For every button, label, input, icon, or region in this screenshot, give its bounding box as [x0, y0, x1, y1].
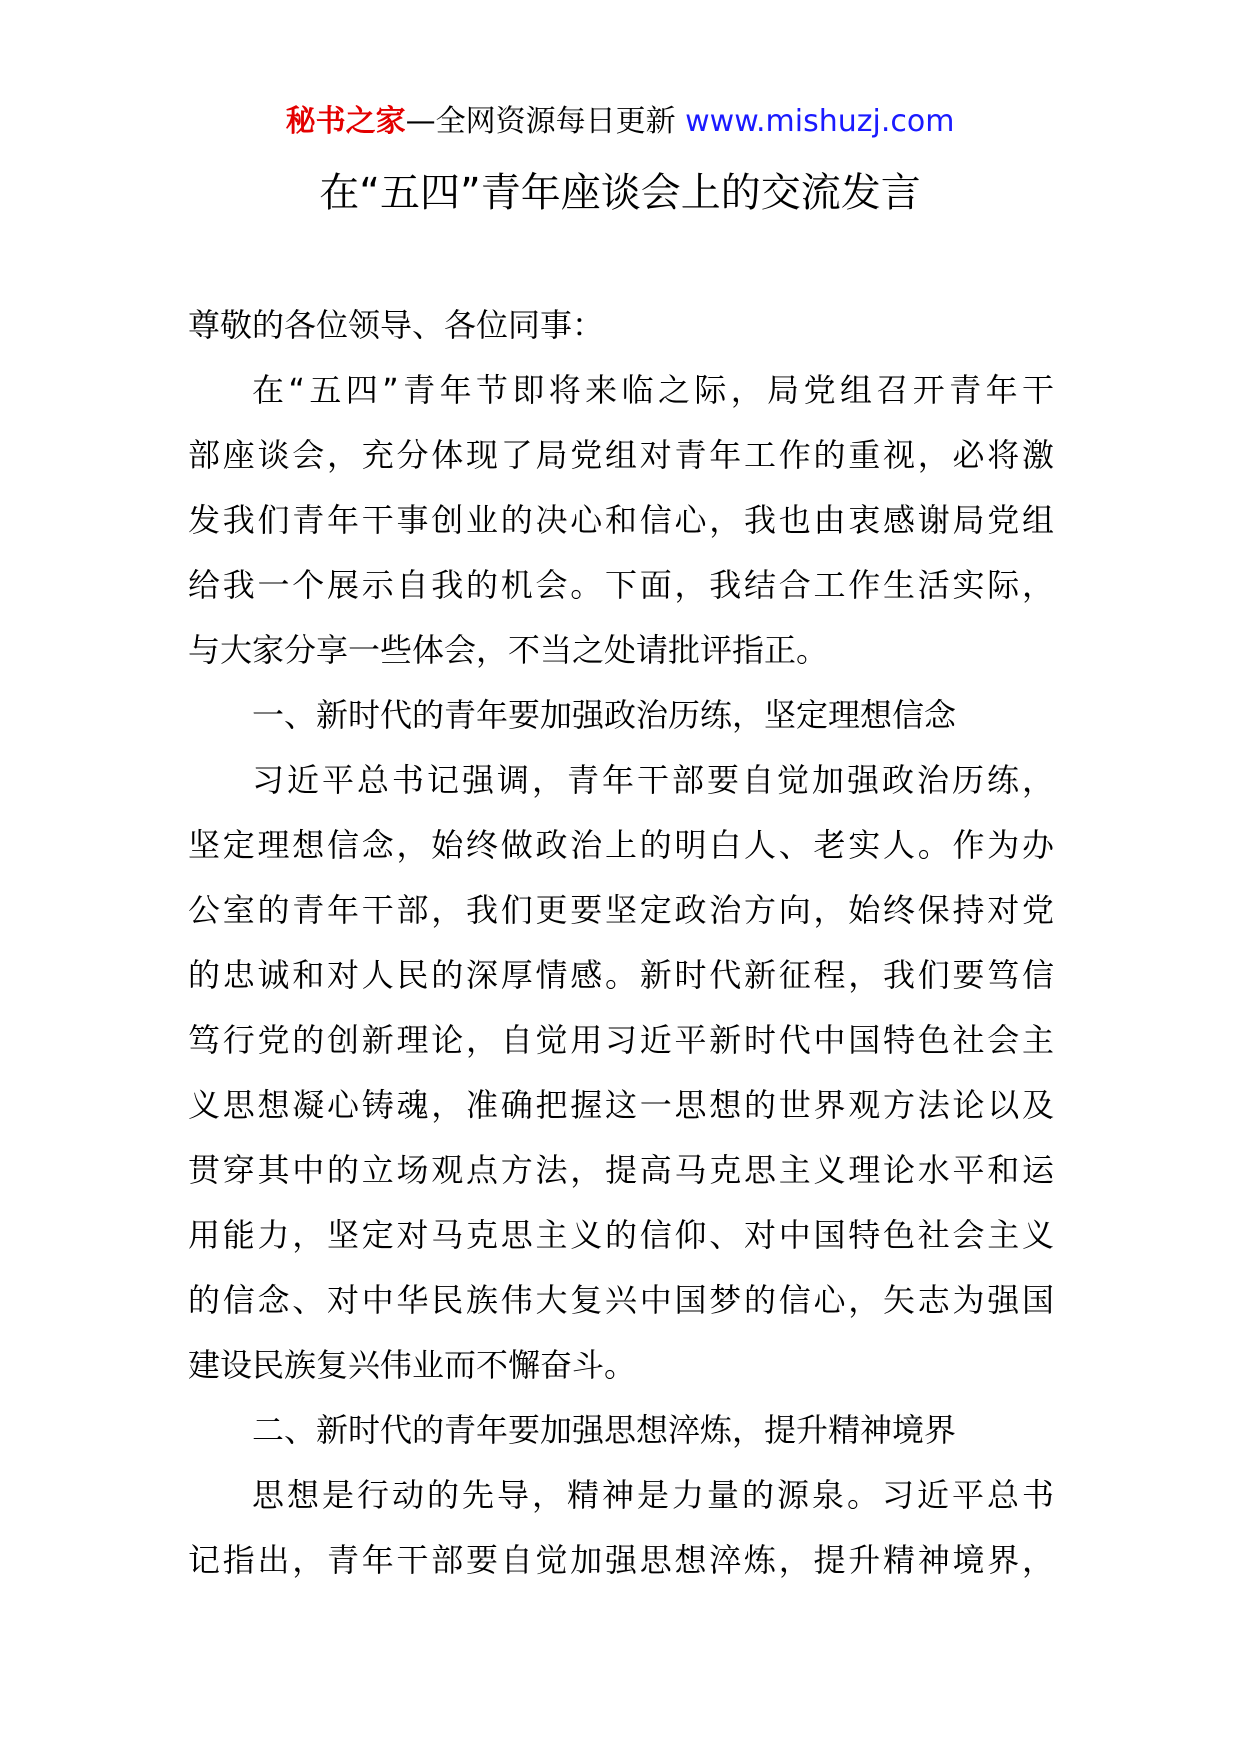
site-url-link[interactable]: www.mishuzj.com: [685, 104, 955, 139]
site-header: [0, 100, 1240, 144]
text-line: 公室的青年干部，我们更要坚定政治方向，始终保持对党: [188, 891, 1054, 929]
text-line: 给我一个展示自我的机会。下面，我结合工作生活实际，: [188, 566, 1054, 604]
text-line: 用能力，坚定对马克思主义的信仰、对中国特色社会主义: [188, 1216, 1054, 1254]
paragraph-section-2: [188, 1463, 1054, 1593]
section-heading-1: [188, 683, 1054, 748]
text-line: 发我们青年干事创业的决心和信心，我也由衷感谢局党组: [188, 501, 1054, 539]
text-line: 与大家分享一些体会，不当之处请批评指正。: [188, 631, 829, 669]
greeting: 尊敬的各位领导、各位同事：: [188, 306, 605, 344]
document-title: 在“五四”青年座谈会上的交流发言: [319, 170, 921, 216]
site-brand: 秘书之家: [285, 104, 406, 139]
heading-line: 一、新时代的青年要加强政治历练，坚定理想信念: [252, 696, 957, 734]
section-heading-2: [188, 1398, 1054, 1463]
text-line: 部座谈会，充分体现了局党组对青年工作的重视，必将激: [188, 436, 1054, 474]
site-slogan: —全网资源每日更新: [405, 104, 676, 139]
text-line: 记指出，青年干部要自觉加强思想淬炼，提升精神境界，: [188, 1541, 1054, 1579]
paragraph-intro: [188, 358, 1054, 683]
text-line: 坚定理想信念，始终做政治上的明白人、老实人。作为办: [188, 826, 1054, 864]
text-line: 在“五四”青年节即将来临之际，局党组召开青年干: [252, 371, 1054, 409]
heading-line: 二、新时代的青年要加强思想淬炼，提升精神境界: [252, 1411, 957, 1449]
text-line: 思想是行动的先导，精神是力量的源泉。习近平总书: [252, 1476, 1054, 1514]
document-body: [188, 293, 1054, 1593]
text-line: 贯穿其中的立场观点方法，提高马克思主义理论水平和运: [188, 1151, 1054, 1189]
text-line: 的信念、对中华民族伟大复兴中国梦的信心，矢志为强国: [188, 1281, 1054, 1319]
paragraph-section-1: [188, 748, 1054, 1398]
text-line: 的忠诚和对人民的深厚情感。新时代新征程，我们要笃信: [188, 956, 1054, 994]
text-line: 笃行党的创新理论，自觉用习近平新时代中国特色社会主: [188, 1021, 1054, 1059]
text-line: 义思想凝心铸魂，准确把握这一思想的世界观方法论以及: [188, 1086, 1054, 1124]
text-line: 建设民族复兴伟业而不懈奋斗。: [188, 1346, 637, 1384]
text-line: 习近平总书记强调，青年干部要自觉加强政治历练，: [252, 761, 1054, 799]
